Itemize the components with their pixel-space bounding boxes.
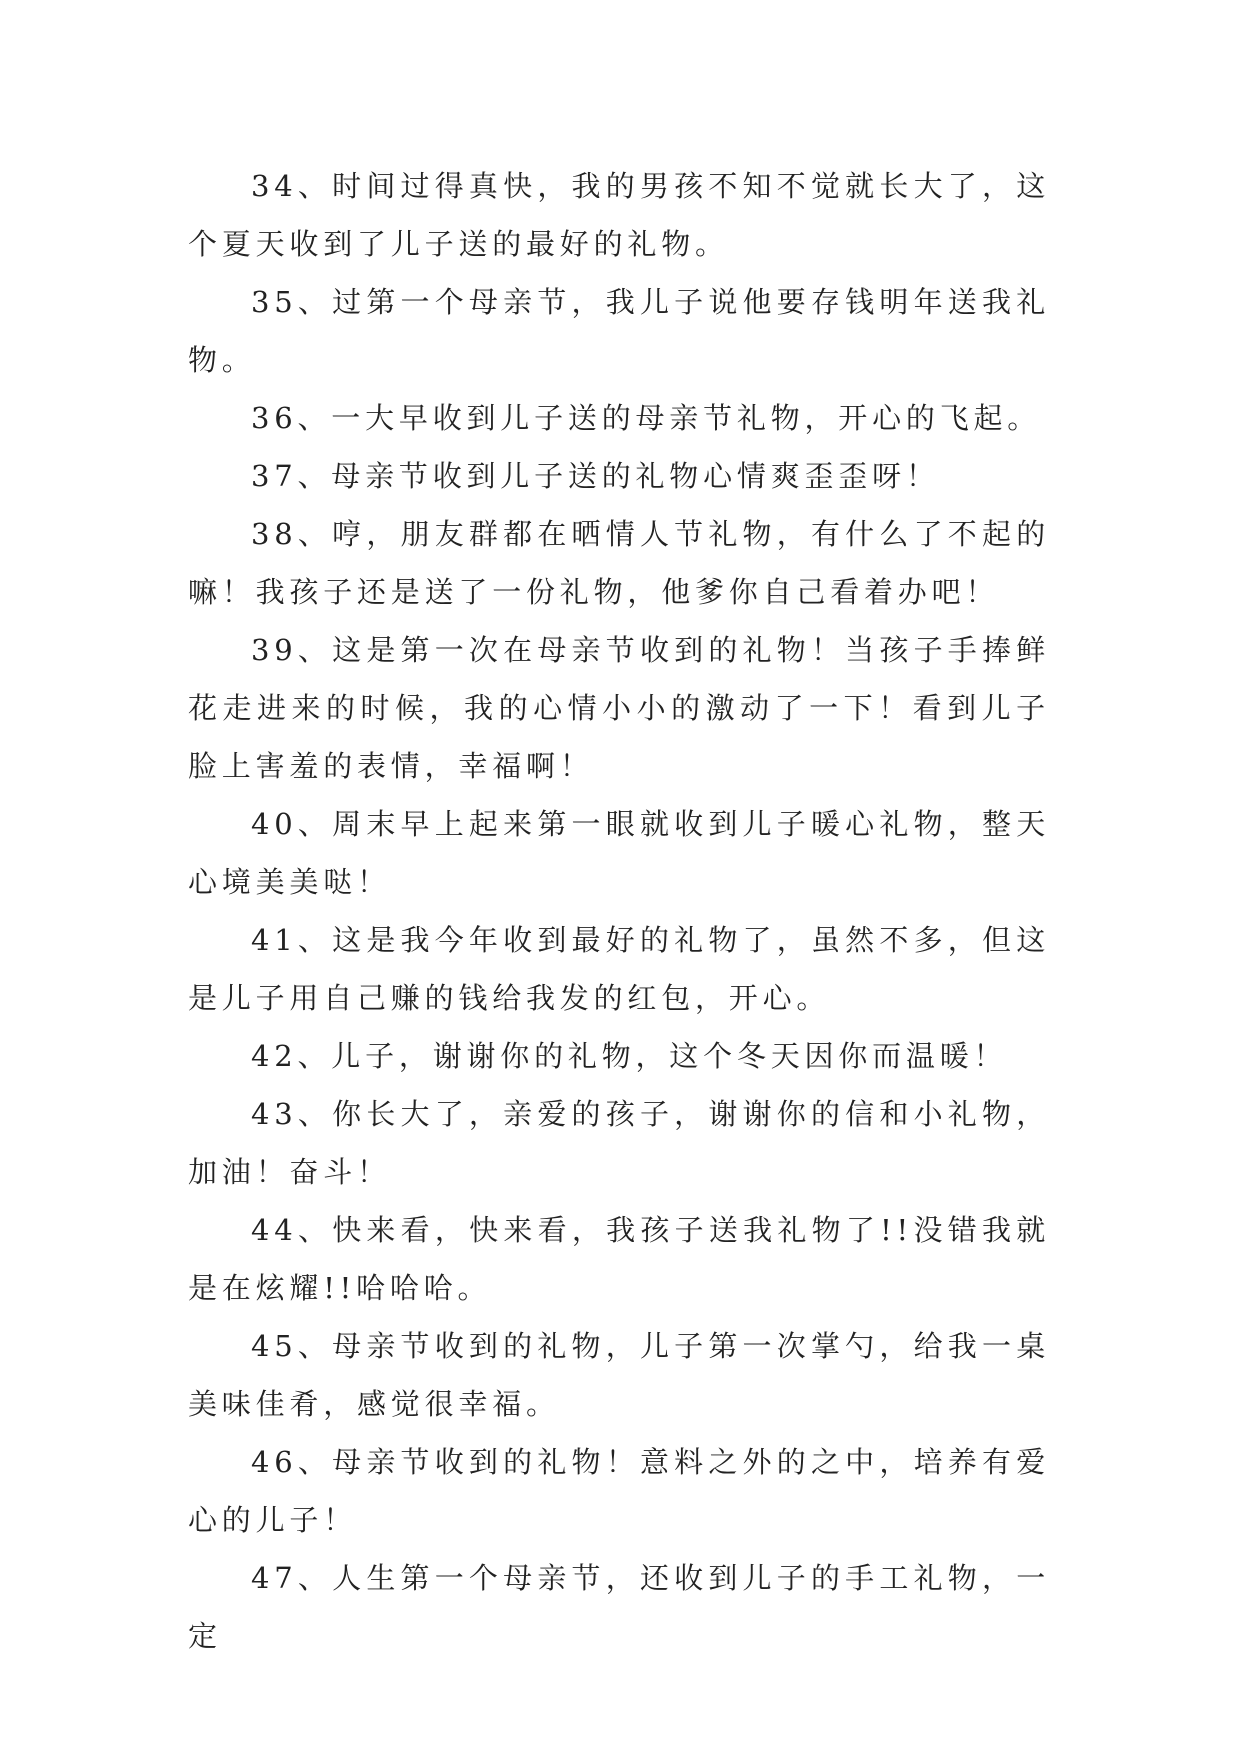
paragraph-34: 34、时间过得真快，我的男孩不知不觉就长大了，这个夏天收到了儿子送的最好的礼物。 (188, 169, 1050, 261)
paragraph-42: 42、儿子，谢谢你的礼物，这个冬天因你而温暖！ (251, 1039, 1008, 1073)
paragraph-35: 35、过第一个母亲节，我儿子说他要存钱明年送我礼物。 (188, 285, 1050, 377)
paragraph-43: 43、你长大了，亲爱的孩子，谢谢你的信和小礼物，加油！奋斗！ (188, 1097, 1050, 1189)
paragraph-45: 45、母亲节收到的礼物，儿子第一次掌勺，给我一桌美味佳肴，感觉很幸福。 (188, 1329, 1050, 1421)
paragraph-38: 38、哼，朋友群都在晒情人节礼物，有什么了不起的嘛！我孩子还是送了一份礼物，他爹你自己看着办吧！ (188, 517, 1050, 609)
paragraph-41: 41、这是我今年收到最好的礼物了，虽然不多，但这是儿子用自己赚的钱给我发的红包，开心。 (188, 923, 1050, 1015)
paragraph-36: 36、一大早收到儿子送的母亲节礼物，开心的飞起。 (251, 401, 1042, 435)
paragraph-39: 39、这是第一次在母亲节收到的礼物！当孩子手捧鲜花走进来的时候，我的心情小小的激动了一下！看到儿子脸上害羞的表情，幸福啊！ (188, 633, 1050, 783)
paragraph-46: 46、母亲节收到的礼物！意料之外的之中，培养有爱心的儿子！ (188, 1445, 1050, 1537)
document-body (188, 157, 1050, 1665)
paragraph-47: 47、人生第一个母亲节，还收到儿子的手工礼物，一定 (188, 1561, 1050, 1653)
paragraph-44: 44、快来看，快来看，我孩子送我礼物了!!没错我就是在炫耀!!哈哈哈。 (188, 1213, 1050, 1305)
paragraph-37: 37、母亲节收到儿子送的礼物心情爽歪歪呀！ (251, 459, 940, 493)
paragraph-40: 40、周末早上起来第一眼就收到儿子暖心礼物，整天心境美美哒！ (188, 807, 1050, 899)
